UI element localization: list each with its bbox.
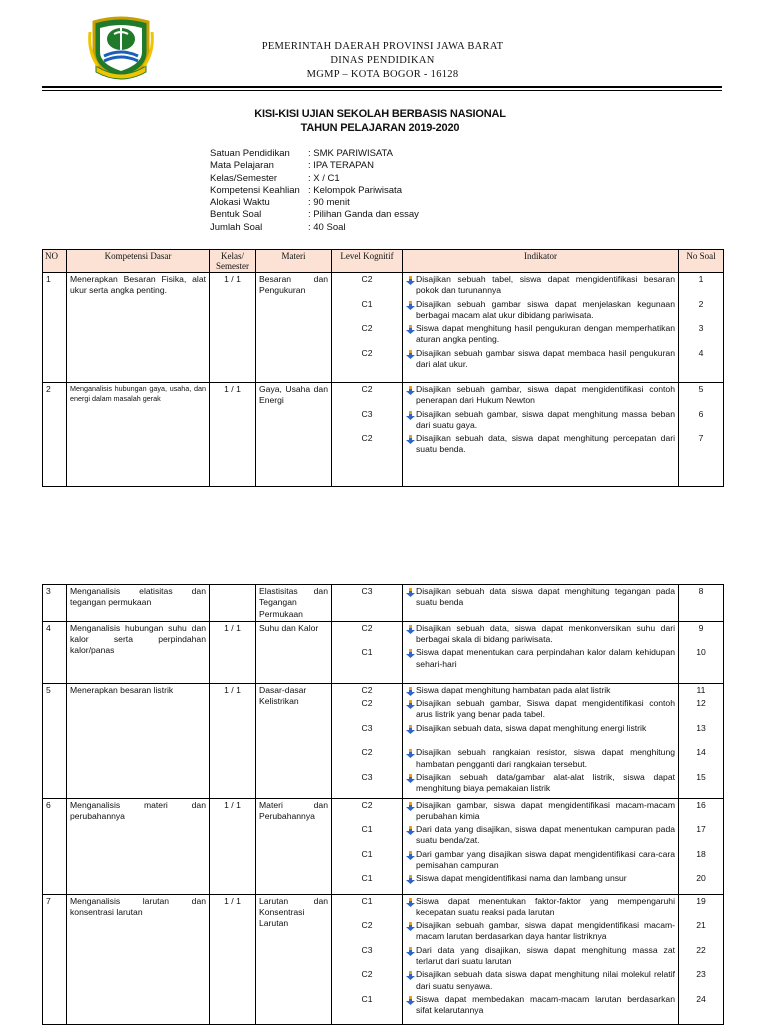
no-soal: 13 — [696, 722, 706, 733]
no-soal: 20 — [696, 873, 706, 884]
letterhead-rule-thick — [42, 86, 722, 88]
indikator-text: Disajikan sebuah gambar, Siswa dapat mengidentifikasi contoh arus listrik yang benar pada tabel. — [416, 698, 675, 720]
indikator-text: Disajikan gambar, siswa dapat mengidentifikasi macam-macam perubahan kimia — [416, 799, 675, 821]
bullet-arrow-icon — [406, 824, 416, 849]
no-soal-cell — [679, 273, 724, 383]
kelas-semester: 1 / 1 — [210, 383, 256, 487]
indikator-text: Disajikan sebuah gambar, siswa dapat menghitung massa beban dari suatu gaya. — [416, 408, 675, 430]
no-soal: 15 — [696, 771, 706, 782]
bullet-arrow-icon — [406, 323, 416, 348]
table-header-row — [43, 250, 724, 273]
indikator-item — [406, 747, 675, 772]
bullet-arrow-icon — [406, 969, 416, 994]
indikator-text: Siswa dapat membedakan macam-macam larutan berdasarkan sifat kelarutannya — [416, 993, 675, 1016]
indikator-text: Siswa dapat mengidentifikasi nama dan lambang unsur — [416, 873, 627, 884]
level-kognitif-cell — [332, 585, 403, 622]
identity-value: : IPA TERAPAN — [308, 160, 374, 172]
indikator-item — [406, 772, 675, 797]
col-semester-label: Semester — [216, 261, 249, 271]
bullet-arrow-icon — [406, 723, 416, 748]
indikator-item — [406, 824, 675, 849]
identity-row — [210, 160, 419, 172]
level-kognitif: C2 — [361, 274, 373, 284]
no-soal-cell — [679, 621, 724, 683]
bullet-arrow-icon — [406, 409, 416, 434]
bullet-arrow-icon — [406, 945, 416, 970]
no-soal: 21 — [696, 920, 706, 931]
bullet-arrow-icon — [406, 772, 416, 797]
level-kognitif-cell — [332, 798, 403, 894]
identity-row — [210, 148, 419, 160]
identity-label: Jumlah Soal — [210, 221, 263, 233]
level-kognitif: C2 — [361, 347, 373, 358]
no-soal: 24 — [696, 993, 706, 1004]
indikator-text: Siswa dapat menentukan faktor-faktor yang mempengaruhi kecepatan suatu reaksi pada larutan — [416, 895, 675, 917]
kompetensi-dasar: Menerapkan besaran listrik — [67, 683, 210, 798]
row-number: 4 — [43, 621, 67, 683]
table-row — [43, 621, 724, 683]
bullet-arrow-icon — [406, 433, 416, 458]
kisi-kisi-table-part-1 — [42, 249, 724, 487]
table-row — [43, 383, 724, 487]
bullet-arrow-icon — [406, 623, 416, 648]
no-soal: 19 — [696, 895, 706, 906]
level-kognitif: C3 — [361, 771, 373, 782]
level-kognitif: C1 — [361, 993, 373, 1004]
col-level-kognitif: Level Kognitif — [332, 250, 403, 273]
no-soal: 9 — [698, 622, 704, 633]
indikator-item — [406, 348, 675, 373]
identity-value: : 40 Soal — [308, 221, 346, 233]
level-kognitif: C3 — [361, 944, 373, 955]
letterhead-line-2: DINAS PENDIDIKAN — [330, 55, 435, 66]
level-kognitif: C2 — [361, 698, 373, 709]
indikator-text: Disajikan sebuah tabel, siswa dapat mengidentifikasi besaran pokok dan turunannya — [416, 274, 675, 296]
level-kognitif: C2 — [361, 747, 373, 758]
identity-label: Alokasi Waktu — [210, 197, 270, 209]
kompetensi-dasar: Menganalisis larutan dan konsentrasi larutan — [67, 894, 210, 1024]
bullet-arrow-icon — [406, 873, 416, 886]
materi: Suhu dan Kalor — [256, 621, 332, 683]
bullet-arrow-icon — [406, 896, 416, 921]
level-kognitif: C1 — [361, 647, 373, 658]
bullet-arrow-icon — [406, 586, 416, 611]
level-kognitif: C2 — [361, 969, 373, 980]
indikator-cell — [403, 621, 679, 683]
kisi-kisi-table-part-2 — [42, 584, 724, 1025]
kompetensi-dasar: Menganalisis materi dan perubahannya — [67, 798, 210, 894]
bullet-arrow-icon — [406, 647, 416, 672]
letterhead-rule-thin — [42, 90, 722, 91]
indikator-item — [406, 323, 675, 348]
indikator-text: Dari data yang disajikan, siswa dapat menentukan campuran pada suatu benda/zat. — [416, 824, 675, 846]
indikator-text: Disajikan sebuah data siswa dapat menghitung tegangan pada suatu benda — [416, 586, 675, 608]
no-soal-cell — [679, 798, 724, 894]
bullet-arrow-icon — [406, 849, 416, 874]
kompetensi-dasar: Menganalisis elatisitas dan tegangan permukaan — [67, 585, 210, 622]
indikator-cell — [403, 894, 679, 1024]
materi: Besaran dan Pengukuran — [256, 273, 332, 383]
level-kognitif-cell — [332, 621, 403, 683]
indikator-text: Disajikan sebuah data siswa dapat menghitung nilai molekul relatif dari suatu senyawa. — [416, 969, 675, 991]
level-kognitif: C1 — [361, 298, 373, 309]
indikator-text: Disajikan sebuah gambar siswa dapat menjelaskan kegunaan berbagai macam alat ukur dibidang pariwisata. — [416, 298, 675, 320]
kelas-semester: 1 / 1 — [210, 621, 256, 683]
level-kognitif: C2 — [361, 799, 373, 810]
identity-value: : X / C1 — [308, 172, 340, 184]
level-kognitif-cell — [332, 383, 403, 487]
identity-value: : Pilihan Ganda dan essay — [308, 209, 419, 221]
level-kognitif: C2 — [361, 920, 373, 931]
bullet-arrow-icon — [406, 747, 416, 772]
row-number: 2 — [43, 383, 67, 487]
title-line-1: KISI-KISI UJIAN SEKOLAH BERBASIS NASIONAL — [254, 108, 506, 120]
indikator-item — [406, 873, 675, 886]
indikator-item — [406, 920, 675, 945]
bullet-arrow-icon — [406, 800, 416, 825]
bullet-arrow-icon — [406, 299, 416, 324]
row-number: 5 — [43, 683, 67, 798]
no-soal: 3 — [698, 323, 704, 334]
kelas-semester: 1 / 1 — [210, 894, 256, 1024]
kelas-semester: 1 / 1 — [210, 683, 256, 798]
indikator-text: Disajikan sebuah gambar siswa dapat membaca hasil pengukuran dari alat ukur. — [416, 347, 675, 370]
table-row — [43, 585, 724, 622]
letterhead-line-1: PEMERINTAH DAERAH PROVINSI JAWA BARAT — [261, 41, 504, 52]
level-kognitif-cell — [332, 894, 403, 1024]
indikator-item — [406, 409, 675, 434]
no-soal: 11 — [696, 684, 706, 695]
indikator-text: Dari data yang disajikan, siswa dapat menghitung massa zat terlarut dari suatu larutan — [416, 944, 675, 967]
no-soal: 18 — [696, 848, 706, 859]
no-soal-cell — [679, 894, 724, 1024]
bullet-arrow-icon — [406, 994, 416, 1019]
col-kompetensi-dasar: Kompetensi Dasar — [67, 250, 210, 273]
indikator-cell — [403, 383, 679, 487]
row-number: 3 — [43, 585, 67, 622]
level-kognitif: C2 — [361, 433, 373, 444]
materi: Gaya, Usaha dan Energi — [256, 383, 332, 487]
col-materi: Materi — [256, 250, 332, 273]
indikator-item — [406, 698, 675, 723]
no-soal: 10 — [696, 647, 706, 658]
letterhead-line-3: MGMP – KOTA BOGOR - 16128 — [306, 69, 459, 80]
row-number: 7 — [43, 894, 67, 1024]
col-kelas-semester — [210, 250, 256, 273]
table-row — [43, 894, 724, 1024]
no-soal: 6 — [698, 408, 704, 419]
indikator-item — [406, 849, 675, 874]
identity-label: Satuan Pendidikan — [210, 148, 290, 159]
bullet-arrow-icon — [406, 698, 416, 723]
no-soal: 14 — [696, 747, 706, 758]
materi: Dasar-dasar Kelistrikan — [256, 683, 332, 798]
no-soal: 5 — [698, 384, 704, 394]
document-title — [180, 107, 580, 135]
no-soal: 1 — [698, 274, 704, 284]
kelas-semester — [210, 585, 256, 622]
no-soal: 16 — [696, 799, 706, 810]
no-soal: 12 — [696, 698, 706, 709]
indikator-text: Disajikan sebuah gambar, siswa dapat mengidentifikasi macam-macam larutan berdasarkan daya hantar listriknya — [416, 920, 675, 942]
level-kognitif: C1 — [361, 824, 373, 835]
indikator-item — [406, 586, 675, 611]
indikator-cell — [403, 683, 679, 798]
indikator-text: Siswa dapat menghitung hambatan pada alat listrik — [416, 684, 611, 695]
indikator-item — [406, 647, 675, 672]
indikator-text: Siswa dapat menentukan cara perpindahan kalor dalam kehidupan sehari-hari — [416, 647, 675, 669]
no-soal: 4 — [698, 347, 704, 358]
no-soal: 2 — [698, 298, 704, 309]
level-kognitif: C3 — [361, 586, 373, 596]
identity-label: Mata Pelajaran — [210, 160, 274, 172]
indikator-item — [406, 623, 675, 648]
indikator-item — [406, 945, 675, 970]
identity-label: Kompetensi Keahlian — [210, 184, 300, 196]
table-row — [43, 683, 724, 798]
col-no-soal: No Soal — [679, 250, 724, 273]
identity-row — [210, 222, 419, 234]
identity-row — [210, 197, 419, 209]
province-logo — [88, 12, 154, 80]
identity-row — [210, 209, 419, 221]
no-soal: 17 — [696, 824, 706, 835]
identity-row — [210, 173, 419, 185]
no-soal: 7 — [698, 433, 704, 444]
indikator-item — [406, 800, 675, 825]
indikator-text: Disajikan sebuah data, siswa dapat menghitung percepatan dari suatu benda. — [416, 433, 675, 455]
kompetensi-dasar: Menerapkan Besaran Fisika, alat ukur serta angka penting. — [67, 273, 210, 383]
identity-label: Kelas/Semester — [210, 172, 278, 184]
level-kognitif: C1 — [361, 873, 373, 884]
row-number: 6 — [43, 798, 67, 894]
kelas-semester: 1 / 1 — [210, 798, 256, 894]
col-indikator: Indikator — [403, 250, 679, 273]
no-soal-cell — [679, 383, 724, 487]
kompetensi-dasar: Menganalisis hubungan suhu dan kalor serta perpindahan kalor/panas — [67, 621, 210, 683]
indikator-text: Disajikan sebuah gambar, siswa dapat mengidentifikasi contoh penerapan dari Hukum Newton — [416, 384, 675, 406]
materi: Elastisitas dan Tegangan Permukaan — [256, 585, 332, 622]
col-kelas-label: Kelas/ — [221, 251, 244, 261]
bullet-arrow-icon — [406, 384, 416, 409]
identity-label: Bentuk Soal — [210, 209, 262, 221]
kelas-semester: 1 / 1 — [210, 273, 256, 383]
indikator-item — [406, 723, 675, 748]
bullet-arrow-icon — [406, 348, 416, 373]
level-kognitif: C2 — [361, 684, 373, 695]
indikator-text: Disajikan sebuah rangkaian resistor, siswa dapat menghitung hambatan pengganti dari rangkaian tersebut. — [416, 747, 675, 769]
indikator-item — [406, 685, 675, 698]
indikator-item — [406, 969, 675, 994]
indikator-item — [406, 384, 675, 409]
indikator-cell — [403, 798, 679, 894]
level-kognitif-cell — [332, 273, 403, 383]
no-soal: 8 — [698, 586, 704, 596]
table-row — [43, 798, 724, 894]
level-kognitif: C2 — [361, 384, 373, 394]
indikator-cell — [403, 585, 679, 622]
materi: Materi dan Perubahannya — [256, 798, 332, 894]
indikator-text: Dari gambar yang disajikan siswa dapat mengidentifikasi cara-cara pemisahan campuran — [416, 848, 675, 871]
level-kognitif: C3 — [361, 408, 373, 419]
title-line-2: TAHUN PELAJARAN 2019-2020 — [300, 122, 460, 134]
letterhead — [230, 40, 535, 82]
identity-value: : SMK PARIWISATA — [308, 148, 393, 159]
materi: Larutan dan Konsentrasi Larutan — [256, 894, 332, 1024]
indikator-item — [406, 274, 675, 299]
col-no: NO — [43, 250, 67, 273]
level-kognitif: C1 — [361, 848, 373, 859]
identity-block — [210, 148, 419, 234]
no-soal-cell — [679, 585, 724, 622]
bullet-arrow-icon — [406, 274, 416, 299]
identity-row — [210, 185, 419, 197]
no-soal: 22 — [696, 944, 706, 955]
level-kognitif-cell — [332, 683, 403, 798]
table-row — [43, 273, 724, 383]
indikator-text: Siswa dapat menghitung hasil pengukuran dengan memperhatikan aturan angka penting. — [416, 323, 675, 345]
identity-value: : 90 menit — [308, 197, 350, 209]
no-soal: 23 — [696, 969, 706, 980]
level-kognitif: C3 — [361, 722, 373, 733]
indikator-item — [406, 994, 675, 1019]
bullet-arrow-icon — [406, 685, 416, 698]
bullet-arrow-icon — [406, 920, 416, 945]
identity-value: : Kelompok Pariwisata — [308, 184, 402, 196]
kompetensi-dasar: Menganalisis hubungan gaya, usaha, dan energi dalam masalah gerak — [67, 383, 210, 487]
level-kognitif: C2 — [361, 323, 373, 334]
indikator-cell — [403, 273, 679, 383]
level-kognitif: C2 — [361, 622, 373, 633]
indikator-text: Disajikan sebuah data, siswa dapat menkonversikan suhu dari berbagai skala di bidang pariwisata. — [416, 622, 675, 645]
indikator-item — [406, 433, 675, 458]
indikator-item — [406, 896, 675, 921]
row-number: 1 — [43, 273, 67, 383]
indikator-item — [406, 299, 675, 324]
no-soal-cell — [679, 683, 724, 798]
indikator-text: Disajikan sebuah data/gambar alat-alat listrik, siswa dapat menghitung biaya pemakaian listrik — [416, 771, 675, 794]
level-kognitif: C1 — [361, 895, 373, 906]
indikator-text: Disajikan sebuah data, siswa dapat menghitung energi listrik — [416, 722, 647, 733]
